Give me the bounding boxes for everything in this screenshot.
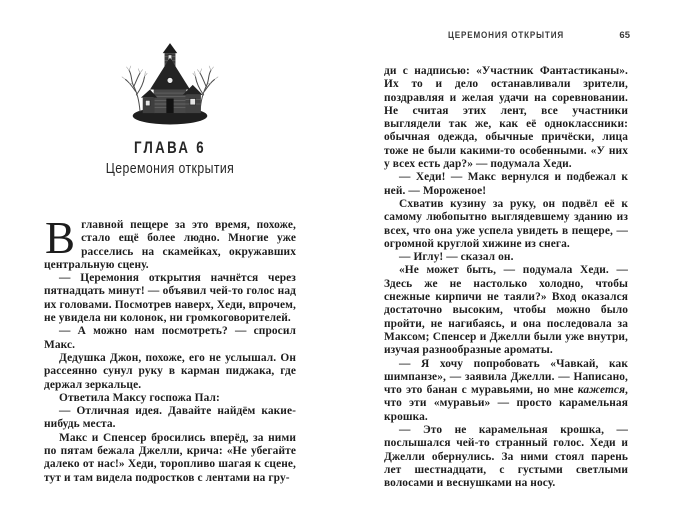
paragraph: Макс и Спенсер бросились вперёд, за ними по пятам бежала Джелли, крича: «Не убегайте далеко от нас!» Хеди, торопливо шагая к сцене, тут и там видела подростков с лентами на гру- — [44, 431, 296, 484]
chapter-number: ГЛАВА 6 — [133, 138, 207, 157]
page-left — [44, 0, 296, 485]
paragraph: «Не может быть, — подумала Хеди. — Здесь же не настолько холодно, чтобы снежные кирпичи не таяли?» Вход оказался достаточно высоким, чтобы можно было пройти, не нагибаясь, и она последовала за Максом; Спенсер и Джелли были уже внутри, изучая разнообразные ароматы. — [384, 264, 628, 357]
page-number: 65 — [619, 30, 630, 41]
left-page-text — [44, 213, 296, 485]
running-header: ЦЕРЕМОНИЯ ОТКРЫТИЯ — [447, 30, 565, 41]
running-header-row — [384, 30, 628, 44]
page-right — [384, 0, 628, 491]
paragraph: — Отличная идея. Давайте найдём какие-нибудь места. — [44, 405, 296, 431]
paragraph: — Я хочу попробовать «Чавкай, как шимпанзе», — заявила Джелли. — Написано, что это банан с муравьями, но мне кажется, что эти «муравьи» — просто карамельная крошка. — [384, 357, 628, 423]
paragraph: Схватив кузину за руку, он подвёл её к самому любопытно выглядевшему зданию из всех, что она уже успела увидеть в пещере, — огромной круглой хижине из снега. — [384, 197, 628, 250]
paragraph: — Иглу! — сказал он. — [399, 251, 514, 264]
paragraph: — А можно нам посмотреть? — спросил Макс. — [44, 325, 296, 351]
paragraph: Дедушка Джон, похоже, его не услышал. Он рассеянно сунул руку в карман пиджака, где держал зеркальце. — [44, 351, 296, 391]
paragraph: ди с надписью: «Участник Фантастиканы». Их то и дело останавливали зрители, поздравляя и желая удачи на соревновании. Не считая этих лент, все участники выглядели так же, как её одноклассники: обычная одежда, обычные причёски, лица тоже не были какими-то особенными. «У них у всех есть дар?» — подумала Хеди. — [384, 65, 628, 171]
right-page-text — [384, 65, 628, 491]
drop-cap: В — [45, 213, 76, 263]
paragraph: — Хеди! — Макс вернулся и подбежал к ней. — Мороженое! — [384, 171, 628, 197]
chapter-title: Церемония открытия — [105, 160, 235, 177]
paragraph: Вглавной пещере за это время, похоже, стало ещё более людно. Многие уже расселись на скамейках, окружавших центральную сцену. — [44, 213, 296, 271]
paragraph: — Церемония открытия начнётся через пятнадцать минут! — объявил чей-то голос над их головами. Посмотрев наверх, Хеди, впрочем, не увидела ни колонок, ни громкоговорителей. — [44, 272, 296, 325]
paragraph: Ответила Максу госпожа Пал: — [59, 391, 220, 404]
haunted-house-icon — [120, 40, 220, 128]
chapter-illustration — [44, 40, 296, 130]
paragraph: — Это не карамельная крошка, — послышался чей-то странный голос. Хеди и Джелли обернулись. За ними стоял парень лет шестнадцати, с густыми светлыми волосами и веснушками на носу. — [384, 424, 628, 490]
